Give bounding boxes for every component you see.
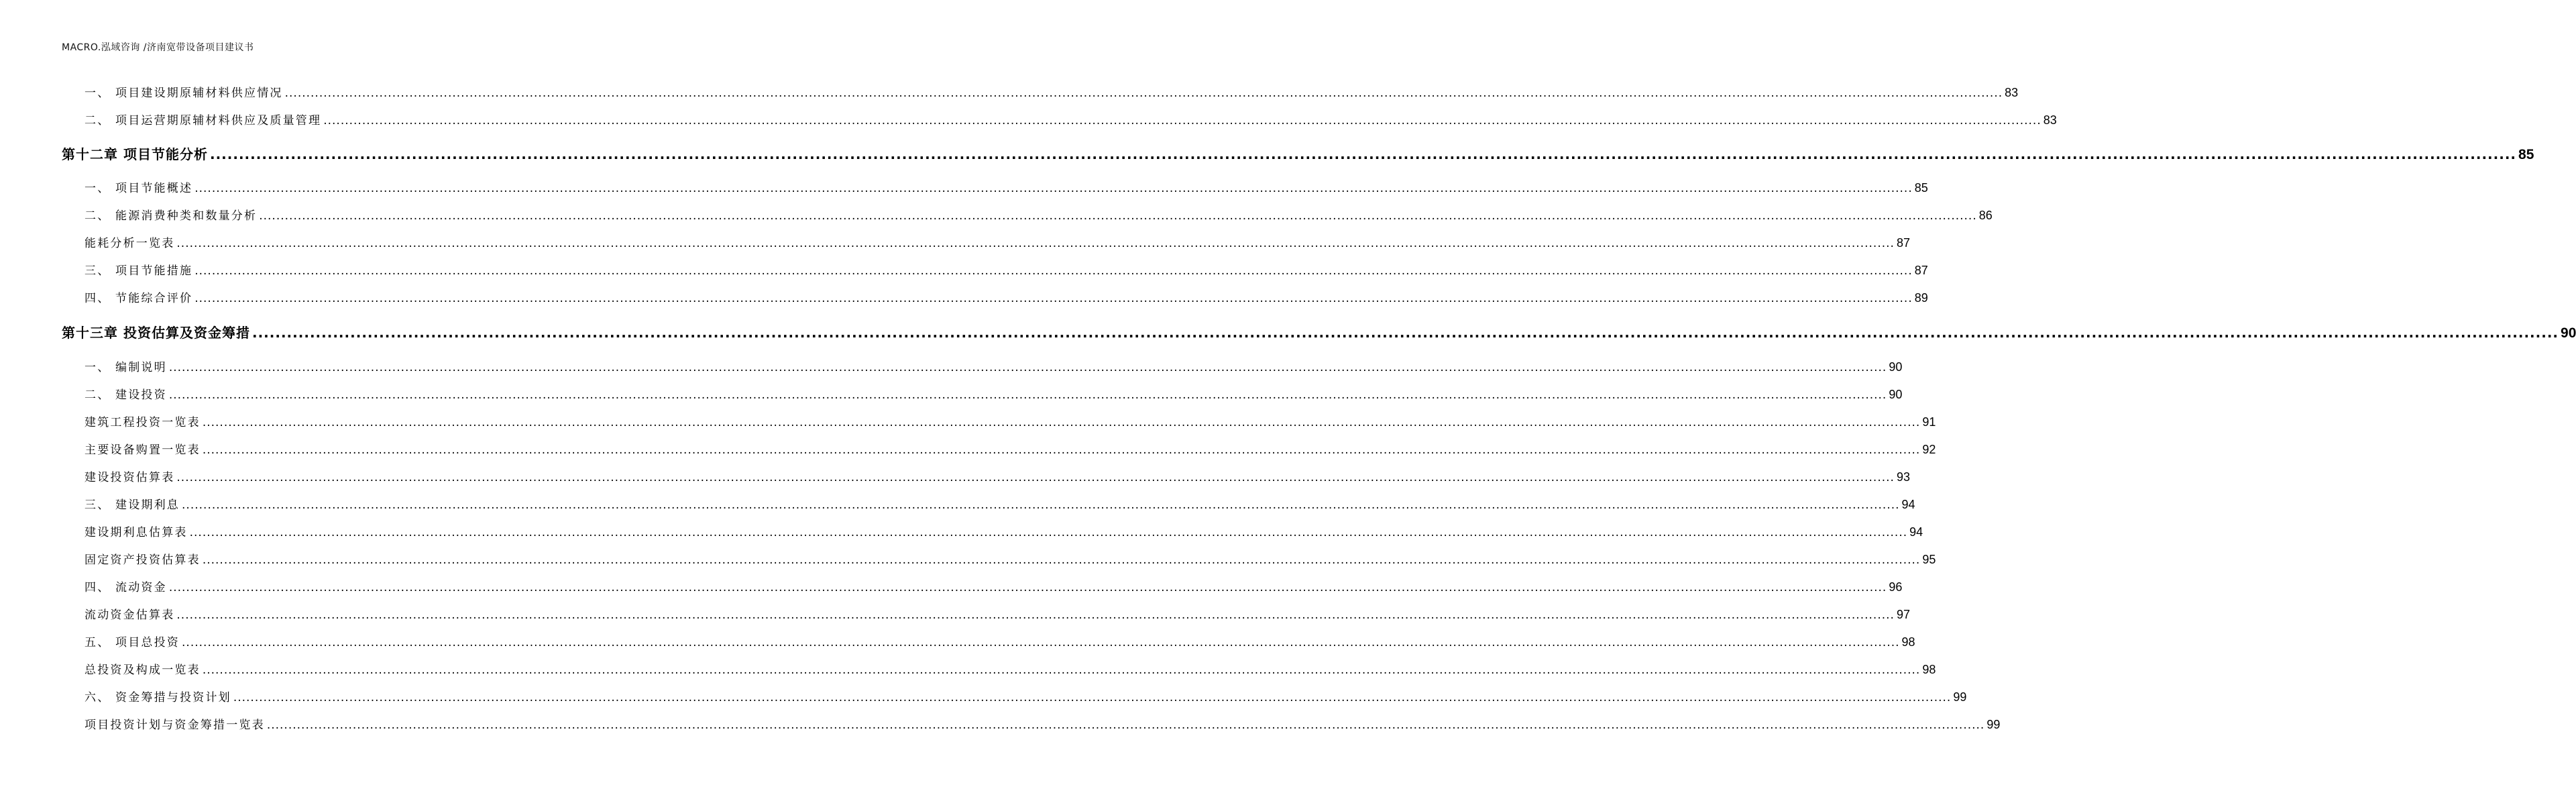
toc-entry[interactable] <box>0 206 1993 223</box>
toc-dot-leader: ................................................................................................................................................................................................................................................................................................................................................................................................................ <box>168 581 1887 594</box>
toc-page-number: 99 <box>1986 718 2001 731</box>
toc-entry[interactable] <box>0 385 1903 402</box>
toc-dot-leader: ................................................................................................................................................................................................................................................................................................................................................................................................................ <box>233 691 1952 704</box>
toc-entry-title: 第十二章 项目节能分析 <box>62 146 208 162</box>
toc-entry[interactable] <box>0 261 1928 278</box>
toc-entry-title: 二、 建设投资 <box>85 388 167 402</box>
toc-entry-title: 三、 项目节能措施 <box>85 264 193 278</box>
toc-chapter-entry[interactable] <box>0 144 2534 163</box>
toc-entry-title: 主要设备购置一览表 <box>85 443 201 457</box>
toc-page-number: 99 <box>1953 690 1967 704</box>
toc-entry-title: 一、 项目节能概述 <box>85 182 193 195</box>
toc-page-number: 89 <box>1914 291 1928 305</box>
toc-entry-title: 二、 能源消费种类和数量分析 <box>85 209 258 223</box>
toc-entry-title: 第十三章 投资估算及资金筹措 <box>62 325 250 341</box>
toc-entry-title: 建筑工程投资一览表 <box>85 416 201 429</box>
toc-page-number: 83 <box>2043 113 2057 127</box>
toc-entry[interactable] <box>0 688 1967 704</box>
toc-dot-leader: ................................................................................................................................................................................................................................................................................................................................................................................................................ <box>323 114 2041 127</box>
toc-entry[interactable] <box>0 633 1915 649</box>
toc-dot-leader: ................................................................................................................................................................................................................................................................................................................................................................................................................ <box>176 608 1895 622</box>
toc-page-number: 90 <box>2561 325 2576 341</box>
toc-entry[interactable] <box>0 523 1923 539</box>
running-header: MACRO.泓域咨询 /济南宽带设备项目建议书 <box>62 42 254 53</box>
toc-page-number: 93 <box>1896 470 1910 484</box>
toc-entry-title: 四、 流动资金 <box>85 581 167 594</box>
toc-dot-leader: ................................................................................................................................................................................................................................................................................................................................................................................................................ <box>202 663 1921 677</box>
toc-entry[interactable] <box>0 178 1928 195</box>
toc-dot-leader: ................................................................................................................................................................................................................................................................................................................................................................................................................ <box>209 146 2517 162</box>
toc-dot-leader: ................................................................................................................................................................................................................................................................................................................................................................................................................ <box>266 718 1985 732</box>
toc-entry-title: 流动资金估算表 <box>85 608 175 622</box>
toc-page-number: 95 <box>1922 553 1936 566</box>
toc-entry-title: 五、 项目总投资 <box>85 636 180 649</box>
toc-dot-leader: ................................................................................................................................................................................................................................................................................................................................................................................................................ <box>176 237 1895 250</box>
toc-dot-leader: ................................................................................................................................................................................................................................................................................................................................................................................................................ <box>168 388 1887 402</box>
toc-entry-title: 四、 节能综合评价 <box>85 292 193 305</box>
toc-entry-title: 一、 编制说明 <box>85 361 167 374</box>
toc-entry[interactable] <box>0 715 2001 732</box>
toc-dot-leader: ................................................................................................................................................................................................................................................................................................................................................................................................................ <box>202 443 1921 457</box>
toc-dot-leader: ................................................................................................................................................................................................................................................................................................................................................................................................................ <box>168 361 1887 374</box>
toc-entry-title: 建设投资估算表 <box>85 471 175 484</box>
toc-dot-leader: ................................................................................................................................................................................................................................................................................................................................................................................................................ <box>284 87 2003 100</box>
toc-dot-leader: ................................................................................................................................................................................................................................................................................................................................................................................................................ <box>182 636 1900 649</box>
toc-page-number: 98 <box>1901 635 1915 649</box>
toc-entry[interactable] <box>0 605 1910 622</box>
toc-dot-leader: ................................................................................................................................................................................................................................................................................................................................................................................................................ <box>251 325 2559 341</box>
toc-page-number: 87 <box>1914 264 1928 277</box>
toc-entry-title: 三、 建设期利息 <box>85 498 180 512</box>
toc-entry[interactable] <box>0 233 1910 250</box>
toc-chapter-entry[interactable] <box>0 322 2576 341</box>
toc-page-number: 86 <box>1978 209 1993 222</box>
toc-dot-leader: ................................................................................................................................................................................................................................................................................................................................................................................................................ <box>259 209 1977 223</box>
toc-entry-title: 建设期利息估算表 <box>85 526 188 539</box>
toc-dot-leader: ................................................................................................................................................................................................................................................................................................................................................................................................................ <box>189 526 1908 539</box>
toc-entry-title: 二、 项目运营期原辅材料供应及质量管理 <box>85 114 322 127</box>
toc-page-number: 87 <box>1896 236 1910 250</box>
toc-entry-title: 能耗分析一览表 <box>85 237 175 250</box>
toc-dot-leader: ................................................................................................................................................................................................................................................................................................................................................................................................................ <box>182 498 1900 512</box>
toc-entry[interactable] <box>0 550 1936 567</box>
toc-entry-title: 一、 项目建设期原辅材料供应情况 <box>85 87 283 100</box>
toc-entry-title: 总投资及构成一览表 <box>85 663 201 677</box>
toc-page-number: 90 <box>1889 388 1903 401</box>
toc-page-number: 94 <box>1909 525 1923 539</box>
toc-entry[interactable] <box>0 111 2057 127</box>
toc-entry-title: 项目投资计划与资金筹措一览表 <box>85 718 265 732</box>
toc-entry[interactable] <box>0 440 1936 457</box>
toc-dot-leader: ................................................................................................................................................................................................................................................................................................................................................................................................................ <box>176 471 1895 484</box>
toc-entry[interactable] <box>0 288 1928 305</box>
toc-page-number: 94 <box>1901 498 1915 511</box>
toc-entry[interactable] <box>0 468 1910 484</box>
toc-dot-leader: ................................................................................................................................................................................................................................................................................................................................................................................................................ <box>194 264 1913 278</box>
toc-entry[interactable] <box>0 495 1915 512</box>
toc-dot-leader: ................................................................................................................................................................................................................................................................................................................................................................................................................ <box>194 182 1913 195</box>
toc-dot-leader: ................................................................................................................................................................................................................................................................................................................................................................................................................ <box>202 416 1921 429</box>
toc-entry[interactable] <box>0 413 1936 429</box>
toc-page-number: 98 <box>1922 663 1936 676</box>
toc-entry-title: 六、 资金筹措与投资计划 <box>85 691 231 704</box>
toc-entry[interactable] <box>0 83 2019 100</box>
toc-page-number: 97 <box>1896 608 1910 621</box>
toc-page-number: 92 <box>1922 443 1936 456</box>
toc-entry[interactable] <box>0 358 1903 374</box>
toc-page-number: 90 <box>1889 360 1903 374</box>
toc-entry[interactable] <box>0 578 1903 594</box>
toc-entry[interactable] <box>0 660 1936 677</box>
toc-dot-leader: ................................................................................................................................................................................................................................................................................................................................................................................................................ <box>202 553 1921 567</box>
toc-entry-title: 固定资产投资估算表 <box>85 553 201 567</box>
toc-page-number: 91 <box>1922 415 1936 429</box>
toc-page-number: 85 <box>2518 147 2534 162</box>
toc-dot-leader: ................................................................................................................................................................................................................................................................................................................................................................................................................ <box>194 292 1913 305</box>
toc-page-number: 85 <box>1914 181 1928 195</box>
toc-page-number: 96 <box>1889 580 1903 594</box>
toc-page-number: 83 <box>2005 86 2019 99</box>
